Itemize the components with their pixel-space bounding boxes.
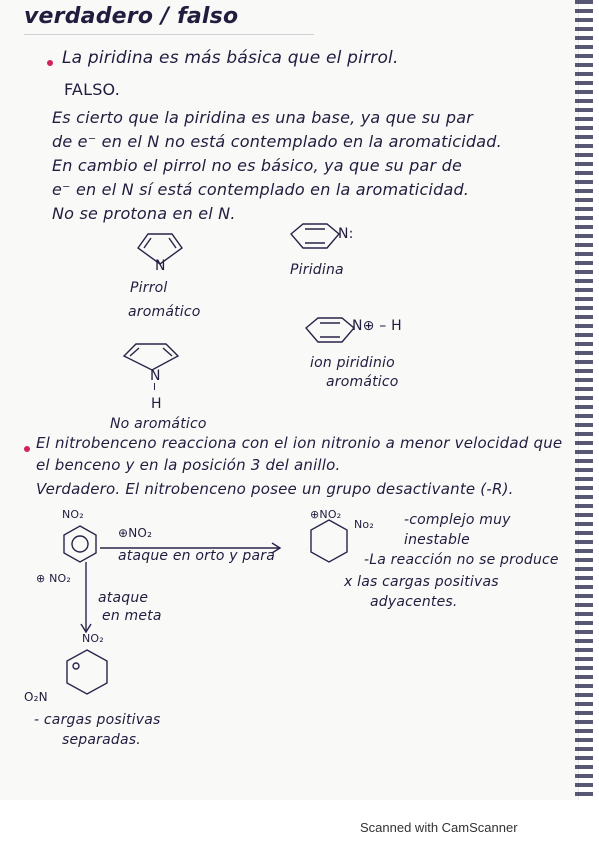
meta-attack-label-2: en meta: [102, 608, 162, 624]
scheme-no2-plus: ⊕NO₂: [118, 526, 153, 540]
spiral-binding: [575, 0, 593, 800]
pyrrole-n-atom: N: [155, 258, 166, 274]
pyridinium-ring-drawing: [300, 314, 360, 354]
intermediate-note-3: -La reacción no se produce: [364, 552, 559, 568]
meta-attack-arrow: [76, 562, 96, 642]
pyridine-label: Piridina: [290, 262, 344, 278]
meta-attack-label-1: ataque: [98, 590, 149, 606]
q1-explanation-line-3: En cambio el pirrol no es básico, ya que su par de: [52, 156, 463, 175]
intermediate-note-5: adyacentes.: [370, 594, 458, 610]
nitrobenzene-ring-drawing: [60, 524, 100, 564]
meta-note-1: - cargas positivas: [34, 712, 161, 728]
nonaromatic-nh-bond: I: [153, 382, 157, 393]
q1-explanation-line-1: Es cierto que la piridina es una base, ya que su par: [52, 108, 474, 127]
intermediate-note-2: inestable: [404, 532, 470, 548]
intermediate-ring-drawing: [306, 518, 352, 564]
pyridine-n-atom: N:: [338, 226, 354, 242]
pyridinium-aromatic-label: aromático: [326, 374, 399, 390]
pyridine-ring-drawing: [285, 220, 345, 260]
meta-product-no2: NO₂: [82, 632, 104, 645]
intermediate-no2-right: No₂: [354, 518, 374, 531]
bullet-q2: [24, 446, 30, 452]
scanner-watermark: Scanned with CamScanner: [360, 820, 518, 835]
meta-product-o2n: O₂N: [24, 690, 48, 704]
nonaromatic-label: No aromático: [110, 416, 207, 432]
q2-statement-line-1: El nitrobenceno reacciona con el ion nitronio a menor velocidad que: [36, 434, 563, 452]
page-title: verdadero / falso: [24, 4, 239, 29]
q1-statement: La piridina es más básica que el pirrol.: [62, 48, 399, 68]
nonaromatic-h-atom: H: [151, 396, 162, 412]
intermediate-note-1: -complejo muy: [404, 512, 511, 528]
meta-product-ring-drawing: [62, 648, 112, 698]
pyridinium-n-h-atoms: N⊕ – H: [352, 318, 402, 334]
q1-answer: FALSO.: [64, 80, 120, 99]
q1-explanation-line-5: No se protona en el N.: [52, 204, 236, 223]
q1-explanation-line-4: e⁻ en el N sí está contemplado en la aromaticidad.: [52, 180, 470, 199]
q2-statement-line-2: el benceno y en la posición 3 del anillo.: [36, 456, 341, 474]
q2-answer: Verdadero. El nitrobenceno posee un grupo desactivante (-R).: [36, 480, 514, 498]
nonaromatic-n-atom: N: [150, 368, 161, 384]
bullet-q1: [47, 60, 53, 66]
title-underline: [24, 34, 314, 35]
pyridinium-label: ion piridinio: [310, 355, 395, 371]
q1-explanation-line-2: de e⁻ en el N no está contemplado en la aromaticidad.: [52, 132, 502, 151]
pyrrole-label: Pirrol: [130, 280, 168, 296]
intermediate-note-4: x las cargas positivas: [344, 574, 499, 590]
pyrrole-aromatic-label: aromático: [128, 304, 201, 320]
scheme-no2-top: NO₂: [62, 508, 84, 521]
meta-note-2: separadas.: [62, 732, 141, 748]
intermediate-no2-top: ⊕NO₂: [310, 508, 342, 521]
scheme-no2-left: ⊕ NO₂: [36, 572, 72, 585]
ortho-para-label: ataque en orto y para: [118, 548, 275, 564]
